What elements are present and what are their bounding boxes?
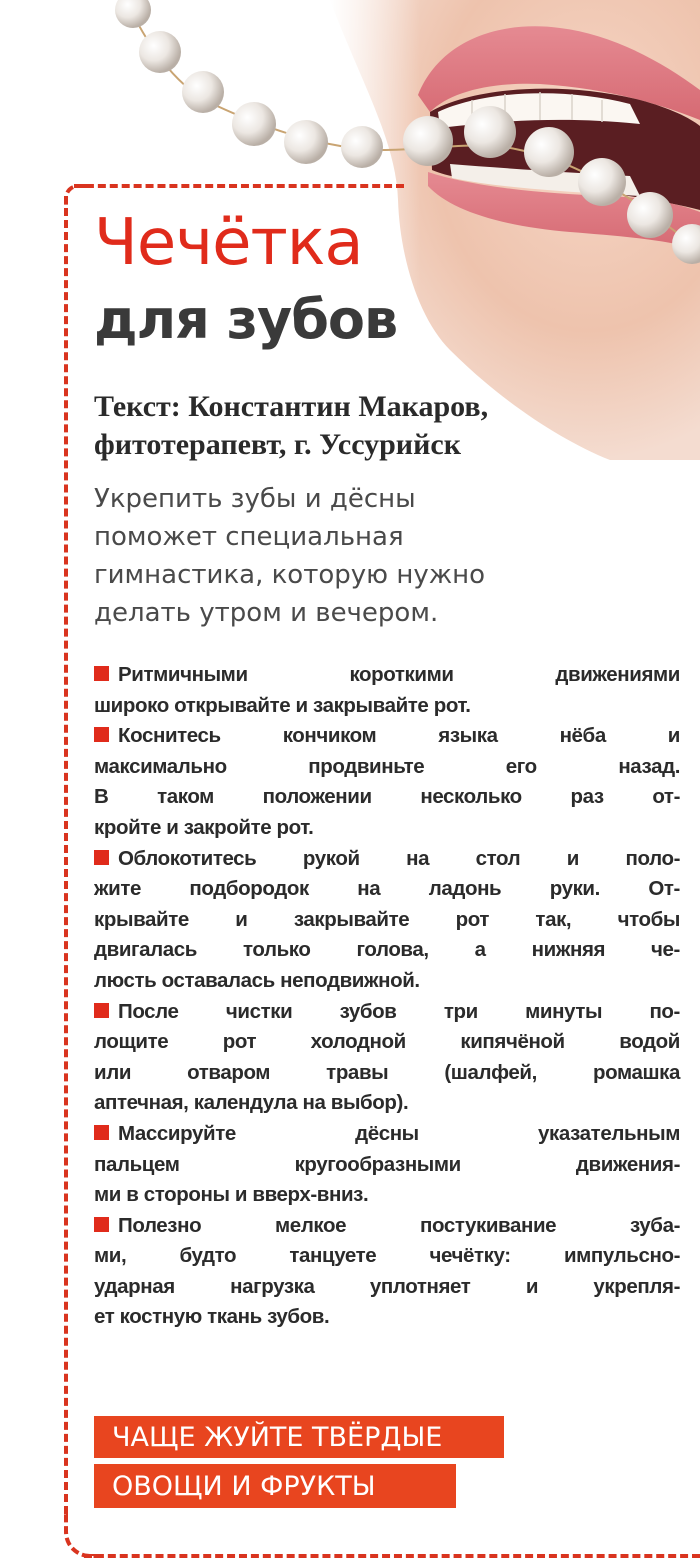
body-line: Коснитесь кончиком языка нёба и — [118, 724, 680, 748]
lead-line: Укрепить зубы и дёсны — [94, 484, 416, 514]
red-square-bullet-icon — [94, 666, 109, 681]
body-line: лощите рот холодной кипячёной водой — [94, 1030, 680, 1054]
body-line: ет костную ткань зубов. — [94, 1305, 330, 1329]
frame-top-border — [74, 184, 404, 188]
body-line: В таком положении несколько раз от- — [94, 785, 680, 809]
tip-banner-line-2: ОВОЩИ И ФРУКТЫ — [94, 1464, 456, 1508]
red-square-bullet-icon — [94, 850, 109, 865]
body-line: После чистки зубов три минуты по- — [118, 999, 680, 1023]
body-line: кройте и закройте рот. — [94, 815, 314, 839]
byline-author: Текст: Константин Макаров, — [94, 390, 489, 423]
body-line: максимально продвиньте его назад. — [94, 754, 680, 778]
body-line: пальцем кругообразными движения- — [94, 1152, 680, 1176]
lead-line: поможет специальная — [94, 522, 404, 552]
red-square-bullet-icon — [94, 1003, 109, 1018]
red-square-bullet-icon — [94, 727, 109, 742]
article-body — [94, 660, 680, 1333]
body-line: широко открывайте и закрывайте рот. — [94, 693, 471, 717]
article-title-line-2: для зубов — [94, 288, 398, 351]
body-line: люсть оставалась неподвижной. — [94, 968, 420, 992]
frame-bottom-border — [84, 1554, 700, 1558]
body-line: Массируйте дёсны указательным — [118, 1121, 680, 1145]
frame-left-border — [64, 196, 68, 1514]
byline-profession: фитотерапевт, г. Уссурийск — [94, 428, 461, 461]
red-square-bullet-icon — [94, 1217, 109, 1232]
article-byline — [94, 388, 488, 464]
body-line: двигалась только голова, а нижняя че- — [94, 938, 680, 962]
frame-corner-bottom-left — [64, 1510, 96, 1558]
body-line: жите подбородок на ладонь руки. От- — [94, 877, 680, 901]
article-lead — [94, 480, 564, 632]
lead-line: делать утром и вечером. — [94, 598, 439, 628]
body-line: ми в стороны и вверх-вниз. — [94, 1183, 369, 1207]
body-line: или отваром травы (шалфей, ромашка — [94, 1060, 680, 1084]
body-line: ми, будто танцуете чечётку: импульсно- — [94, 1244, 680, 1268]
body-line: аптечная, календула на выбор). — [94, 1091, 409, 1115]
body-line: Облокотитесь рукой на стол и поло- — [118, 846, 680, 870]
body-line: крывайте и закрывайте рот так, чтобы — [94, 907, 680, 931]
red-square-bullet-icon — [94, 1125, 109, 1140]
body-line: Полезно мелкое постукивание зуба- — [118, 1213, 680, 1237]
tip-banner-line-1: ЧАЩЕ ЖУЙТЕ ТВЁРДЫЕ — [94, 1416, 504, 1458]
body-line: ударная нагрузка уплотняет и укрепля- — [94, 1274, 680, 1298]
body-line: Ритмичными короткими движениями — [118, 663, 680, 686]
lead-line: гимнастика, которую нужно — [94, 560, 486, 590]
article-title-line-1: Чечётка — [94, 206, 363, 280]
